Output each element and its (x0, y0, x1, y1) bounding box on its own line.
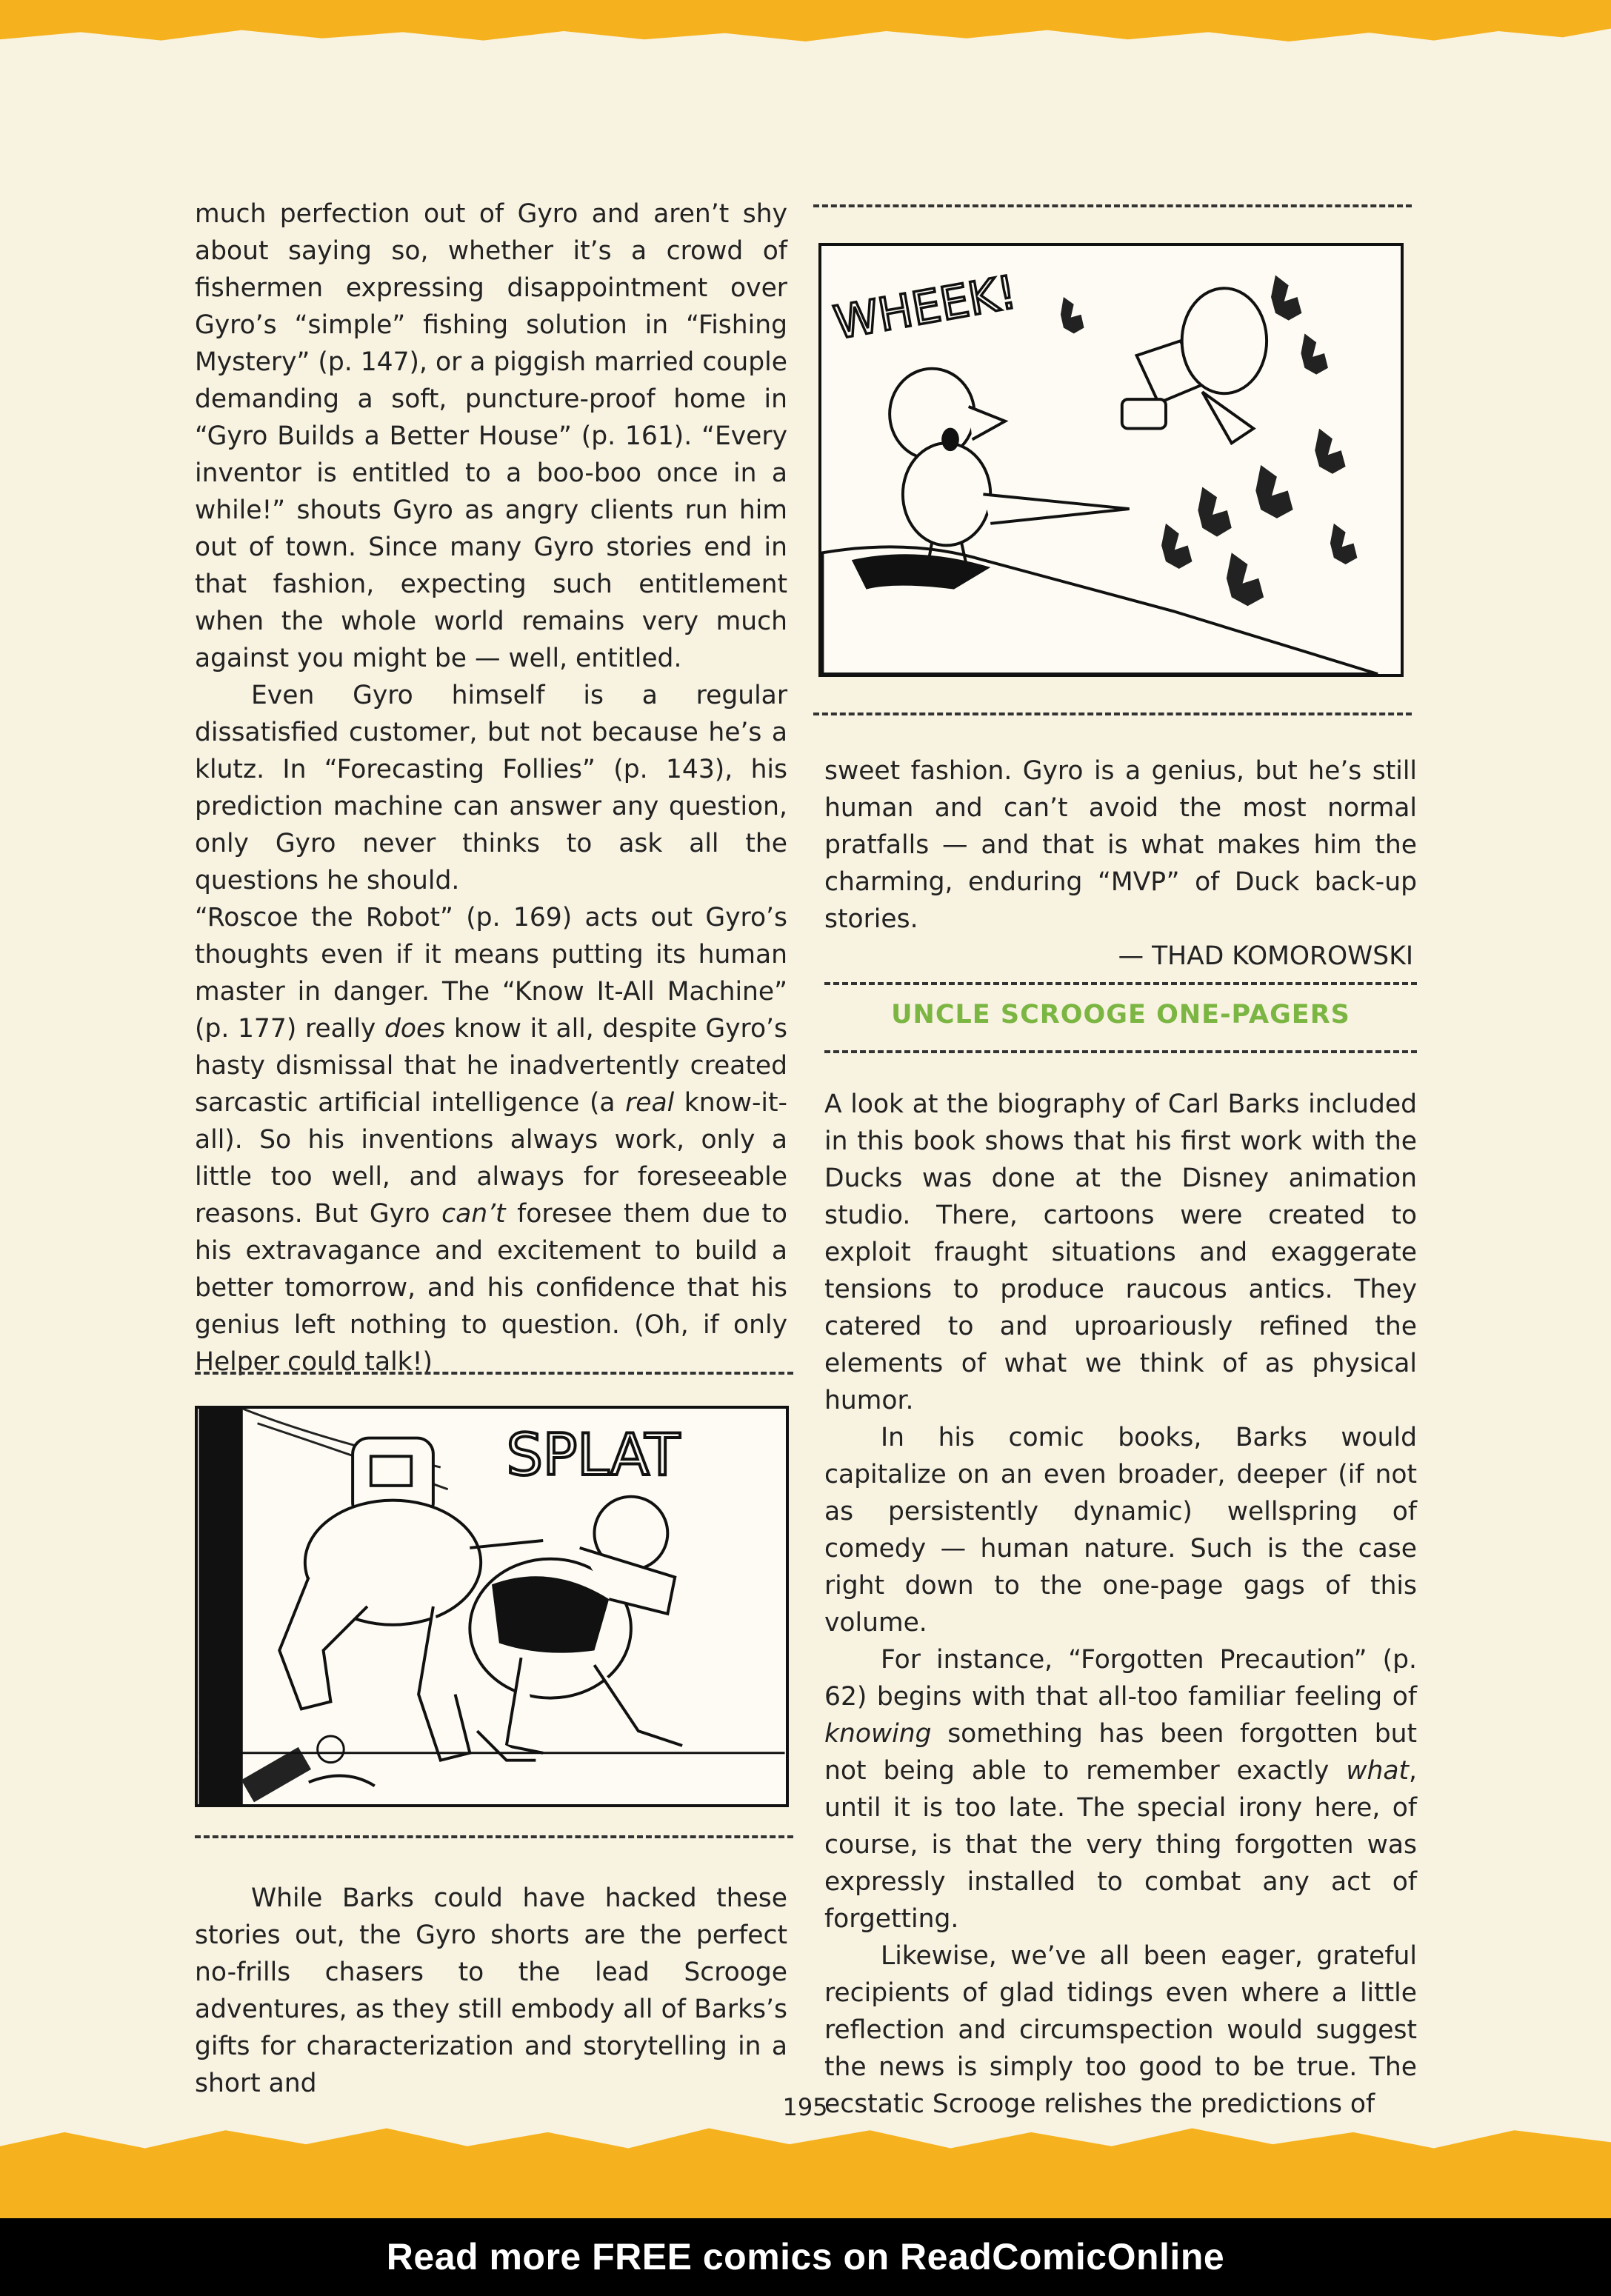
dashed-divider (195, 1835, 793, 1838)
section-heading: UNCLE SCROOGE ONE-PAGERS (891, 1000, 1350, 1029)
paragraph: A look at the biography of Carl Barks included in this book shows that his first work with the Ducks was done at the Disney animation studio. There, cartoons were created to exploit fraught situations and exaggerate tensions to produce raucous antics. They catered to and uproariously refined the elements of what we think of as physical humor. (824, 1089, 1417, 1415)
page-number: 195 (782, 2093, 828, 2121)
bottom-torn-border (0, 2118, 1611, 2218)
right-column-text-top (824, 752, 1417, 975)
footer-banner[interactable]: Read more FREE comics on ReadComicOnline (0, 2218, 1611, 2296)
paragraph: While Barks could have hacked these stories out, the Gyro shorts are the perfect no-frills chasers to the lead Scrooge adventures, as they still embody all of Barks’s gifts for characterization and storytelling in a short and (195, 1883, 787, 2098)
dashed-divider (195, 1372, 793, 1375)
paragraph: Likewise, we’ve all been eager, grateful recipients of glad tidings even where a little reflection and circumspection would suggest the news is simply too good to be true. The ecstatic Scrooge relishes the predictions of (824, 1941, 1417, 2119)
dashed-divider (813, 204, 1412, 207)
comic-panel-robot-splat (195, 1406, 789, 1807)
left-column-text (195, 196, 787, 1381)
paragraph: sweet fashion. Gyro is a genius, but he’s still human and can’t avoid the most normal pratfalls — and that is what makes him the charming, enduring “MVP” of Duck back-up stories. (824, 756, 1417, 934)
paragraph: For instance, “Forgotten Precaution” (p. 62) begins with that all-too familiar feeling of knowing something has been forgotten but not being able to remember exactly what, until it is too late. The special irony here, of course, is that the very thing forgotten was expressly installed to combat any act of forgetting. (824, 1645, 1417, 1934)
author-attribution: — THAD KOMOROWSKI (1118, 941, 1413, 971)
paragraph: In his comic books, Barks would capitalize on an even broader, deeper (if not as persistently dynamic) wellspring of comedy — human nature. Such is the case right down to the one-page gags of this volume. (824, 1423, 1417, 1638)
paragraph: Even Gyro himself is a regular dissatisfied customer, but not because he’s a klutz. In “Forecasting Follies” (p. 143), his prediction machine can answer any question, only Gyro never thinks to ask all the questions he should. (195, 681, 787, 895)
robot-splat-illustration (198, 1409, 786, 1804)
right-column-text-bottom (824, 1086, 1417, 2123)
comic-panel-bird-wheek (818, 243, 1404, 677)
dashed-divider (813, 713, 1412, 715)
dashed-divider (824, 982, 1417, 985)
paragraph: much perfection out of Gyro and aren’t shy about saying so, whether it’s a crowd of fishermen expressing disappointment over Gyro’s “simple” fishing solution in “Fishing Mystery” (p. 147), or a piggish married couple demanding a soft, puncture-proof home in “Gyro Builds a Better House” (p. 161). “Every inventor is entitled to a boo-boo once in a while!” shouts Gyro as angry clients run him out of town. Since many Gyro stories end in that fashion, expecting such entitlement when the whole world remains very much against you might be — well, entitled. (195, 199, 787, 673)
top-torn-border (0, 0, 1611, 52)
paragraph: “Roscoe the Robot” (p. 169) acts out Gyro’s thoughts even if it means putting its human master in danger. The “Know It-All Machine” (p. 177) really does know it all, despite Gyro’s hasty dismissal that he inadvertently created sarcastic artificial intelligence (a real know-it-all). So his inventions always work, only a little too well, and always for foreseeable reasons. But Gyro can’t foresee them due to his extravagance and excitement to build a better tomorrow, and his confidence that his genius left nothing to question. (Oh, if only Helper could talk!) (195, 903, 787, 1377)
sfx-text: WHEEK! (830, 266, 1021, 350)
bird-wheek-illustration (821, 246, 1401, 674)
left-column-bottom-text (195, 1880, 787, 2102)
dashed-divider (824, 1050, 1417, 1053)
sfx-text: SPLAT (506, 1422, 680, 1489)
